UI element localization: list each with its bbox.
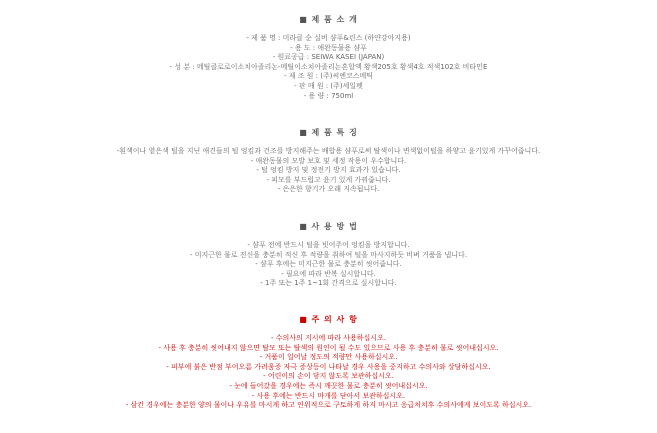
spacer <box>0 26 657 34</box>
caution-line: - 수의사의 지시에 따라 사용하십시오. <box>270 334 387 342</box>
feature-line: - 털 엉킴 방지 및 정전기 방지 효과가 있습니다. <box>256 166 401 175</box>
usage-line: - 샴푸 전에 반드시 털을 빗어주어 엉킴을 방지합니다. <box>247 241 410 249</box>
usage-line: - 1주 또는 1주 1~1회 간격으로 실시합니다. <box>260 279 397 288</box>
info-line: - 제 품 명 : 미라클 순 실버 샴푸&린스 (하얀강아지용) <box>246 34 411 42</box>
caution-line: - 어린이의 손이 닿지 않도록 보관하십시오. <box>263 372 394 381</box>
spacer <box>0 233 657 241</box>
product-features-section <box>0 127 657 195</box>
spacer <box>0 139 657 147</box>
product-info-section <box>0 14 657 101</box>
caution-line: - 피부에 붉은 반점 부어오름 가려움증 자극 증상등이 나타날 경우 사용을 중지하고 수의사와 상담하십시오. <box>166 362 491 371</box>
info-line: - 원료공급 : SEIWA KASEI (JAPAN) <box>272 53 385 62</box>
info-line: - 용 도 : 애완동물용 샴푸 <box>290 43 367 52</box>
info-line: - 제 조 원 : (주)씨엔코스메틱 <box>283 72 374 81</box>
info-line: - 성 분 : 메틸클로로이소치아졸리논-메틸이소치아졸리논혼합액 황색205호 황색4호 적색102호 비타민E <box>169 62 488 71</box>
usage-line: - 샴푸 후에는 미지근한 물로 충분히 씻어줍니다. <box>255 260 402 269</box>
usage-line: - 미지근한 물로 전신을 충분히 적신 후 적량을 취하여 털을 마사지하듯 비벼 거품을 냅니다. <box>189 250 468 259</box>
caution-line: - 사용 후 충분히 씻어내지 않으면 탈모 또는 탈색의 원인이 될 수도 있으므로 사용 후 충분히 물로 씻어내십시오. <box>158 343 499 352</box>
caution-line: - 사용 후에는 반드시 마개를 닫아서 보관하십시오. <box>251 391 406 400</box>
spacer <box>0 326 657 334</box>
usage-line: - 필요에 따라 반복 실시합니다. <box>281 269 376 278</box>
feature-line: - 애완동물의 모발 보호 및 세정 작용이 우수합니다. <box>250 156 407 165</box>
caution-line: - 눈에 들어갔을 경우에는 즉시 깨끗한 물로 충분히 씻어내십시오. <box>229 381 428 390</box>
feature-line: - 피모를 부드럽고 윤기 있게 가꿔줍니다. <box>266 175 391 184</box>
usage-heading: ■ 사 용 방 법 <box>299 222 358 231</box>
caution-line: - 삼킨 경우에는 충분한 양의 물이나 우유를 마시게 하고 인위적으로 구토하게 하지 마시고 응급처치후 수의사에게 보이도록 하십시오. <box>125 401 532 410</box>
usage-section <box>0 221 657 289</box>
caution-heading: ■ 주 의 사 항 <box>299 315 358 324</box>
caution-section <box>0 314 657 411</box>
feature-line: -흰색이나 옅은색 털을 지닌 애견들의 털 엉킴과 건조를 방지해주는 배합용 샴푸로써 탈색이나 변색없이털을 하얗고 윤기있게 가꾸어줍니다. <box>116 147 541 155</box>
feature-line: - 은은한 향기가 오래 지속됩니다. <box>277 185 380 194</box>
product-info-heading: ■ 제 품 소 개 <box>299 15 358 24</box>
caution-line: - 거품이 일어날 정도의 적량만 사용하십시오. <box>259 353 398 362</box>
product-features-heading: ■ 제 품 특 징 <box>299 128 358 137</box>
info-line: - 판 매 원 : (주)세일펫 <box>294 81 363 90</box>
info-line: - 용 량 : 750ml <box>303 91 354 100</box>
